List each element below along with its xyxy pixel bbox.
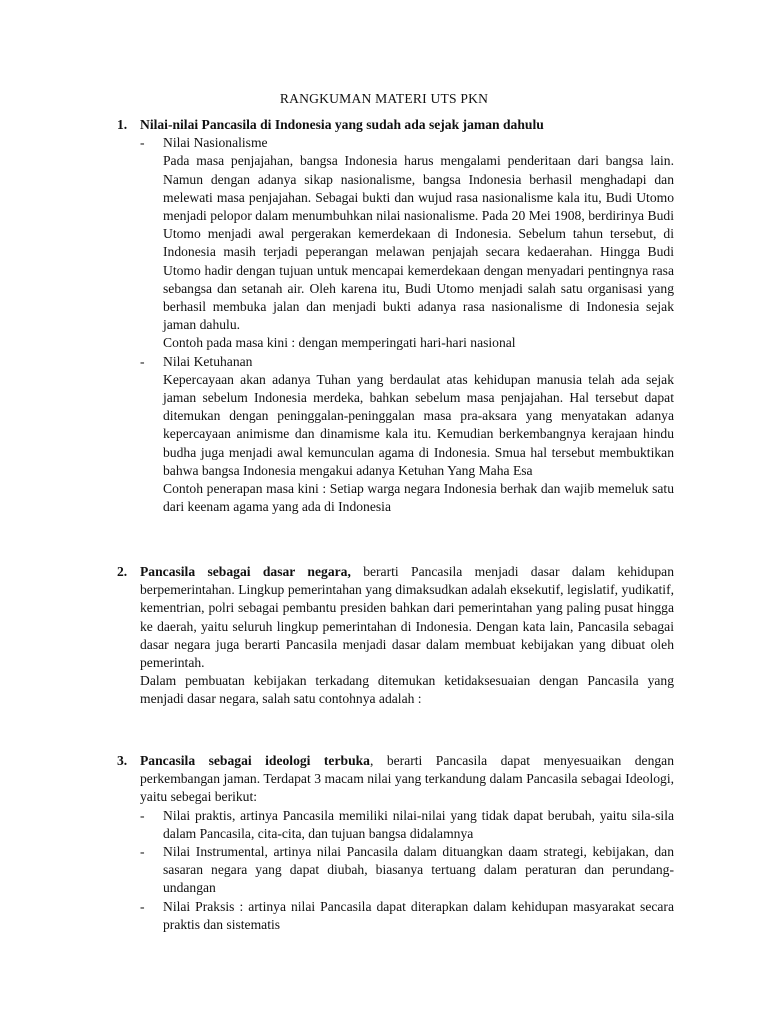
item-paragraph: Kepercayaan akan adanya Tuhan yang berdaulat atas kehidupan manusia telah ada sejak jaman sebelum Indonesia merdeka, bahkan sebelum masa penjajahan. Hal tersebut dapat ditemukan dengan peninggalan-peninggalan masa pra-aksara yang menyatakan adanya kepercayaan animisme dan dinamisme kala itu. Kemudian berkembangnya kerajaan hindu budha juga menjadi awal kemunculan agama di Indonesia. Smua hal tersebut membuktikan bahwa bangsa Indonesia mengakui adanya Ketuhan Yang Maha Esa <box>163 371 674 478</box>
list-item-text: Nilai praktis, artinya Pancasila memiliki nilai-nilai yang tidak dapat berubah, yaitu sila-sila dalam Pancasila, cita-cita, dan tujuan bangsa didalamnya <box>163 807 674 841</box>
bullet-dash: - <box>140 135 145 151</box>
item-title: Nilai Nasionalisme <box>163 135 268 151</box>
section-body <box>140 116 674 134</box>
section-lead: Pancasila sebagai dasar negara, <box>140 564 351 579</box>
section-heading: Nilai-nilai Pancasila di Indonesia yang sudah ada sejak jaman dahulu <box>140 117 544 132</box>
list-item <box>140 134 674 352</box>
item-example: Contoh pada masa kini : dengan memperingati hari-hari nasional <box>163 335 516 351</box>
bullet-dash: - <box>140 898 145 914</box>
document-title: RANGKUMAN MATERI UTS PKN <box>279 91 489 106</box>
section-text: berarti Pancasila menjadi dasar dalam kehidupan berpemerintahan. Lingkup pemerintahan yang dimaksudkan adalah eksekutif, legislatif, yudikatif, kementrian, polri sebagai pembantu presiden bahkan dari pemerintahan yang paling pusat hingga ke daerah, yaitu seluruh lingkup pemerintahan di Indonesia. Dengan kata lain, Pancasila sebagai dasar negara juga berarti Pancasila menjadi dasar dalam membuat kebijakan yang dibuat oleh pemerintah. <box>140 564 675 671</box>
item-example: Contoh penerapan masa kini : Setiap warga negara Indonesia berhak dan wajib memeluk satu dari keenam agama yang ada di Indonesia <box>163 481 674 515</box>
item-title: Nilai Ketuhanan <box>163 353 253 369</box>
list-item <box>140 843 674 898</box>
list-item-text: Nilai Instrumental, artinya nilai Pancasila dalam dituangkan daam strategi, kebijakan, dan sasaran negara yang dapat diubah, biasanya tertuang dalam peraturan dan perundang-undangan <box>163 844 674 896</box>
section-lead: Pancasila sebagai ideologi terbuka <box>140 753 370 768</box>
bullet-dash: - <box>140 844 145 860</box>
section-2 <box>117 563 674 709</box>
section-text: , berarti Pancasila dapat menyesuaikan dengan perkembangan jaman. Terdapat 3 macam nilai yang terkandung dalam Pancasila sebagai Ideologi, yaitu sebegai berikut: <box>140 753 674 805</box>
section-1 <box>117 116 674 516</box>
section-body <box>140 563 674 709</box>
bullet-dash: - <box>140 353 145 369</box>
section-number: 1. <box>117 117 128 132</box>
list-item-content <box>163 353 674 517</box>
list-item <box>140 807 674 843</box>
item-paragraph: Pada masa penjajahan, bangsa Indonesia harus mengalami penderitaan dari bangsa lain. Namun dengan adanya sikap nasionalisme, bangsa Indonesia berhasil menghadapi dan melewati masa penjajahan. Sebagai bukti dan wujud rasa nasionalisme kala itu, Budi Utomo menjadi pelopor dalam menumbuhkan nilai nasionalisme. Pada 20 Mei 1908, berdirinya Budi Utomo menjadi awal pergerakan kemerdekaan di Indonesia. Sebelum tahun tersebut, di Indonesia masih terjadi peperangan melawan penjajah secara kedaerahan. Hingga Budi Utomo hadir dengan tujuan untuk mencapai kemerdekaan dengan menyadari pentingnya rasa sebangsa dan setanah air. Oleh karena itu, Budi Utomo menjadi salah satu organisasi yang berhasil membuka jalan dan menjadi bukti adanya rasa nasionalisme di Indonesia sejak jaman dahulu. <box>163 153 674 333</box>
list-item-content <box>163 134 674 352</box>
list-item-text: Nilai Praksis : artinya nilai Pancasila dapat diterapkan dalam kehidupan masyarakat secara praktis dan sistematis <box>163 898 674 932</box>
section-paragraph <box>140 563 674 672</box>
list-item <box>140 898 674 934</box>
bullet-dash: - <box>140 807 145 823</box>
section-paragraph <box>140 752 674 807</box>
list-item <box>140 353 674 517</box>
section-paragraph-2: Dalam pembuatan kebijakan terkadang ditemukan ketidaksesuaian dengan Pancasila yang menjadi dasar negara, salah satu contohnya adalah : <box>140 673 674 707</box>
section-body <box>140 752 674 807</box>
section-3 <box>117 752 674 934</box>
section-number: 3. <box>117 753 128 768</box>
section-number: 2. <box>117 564 128 579</box>
